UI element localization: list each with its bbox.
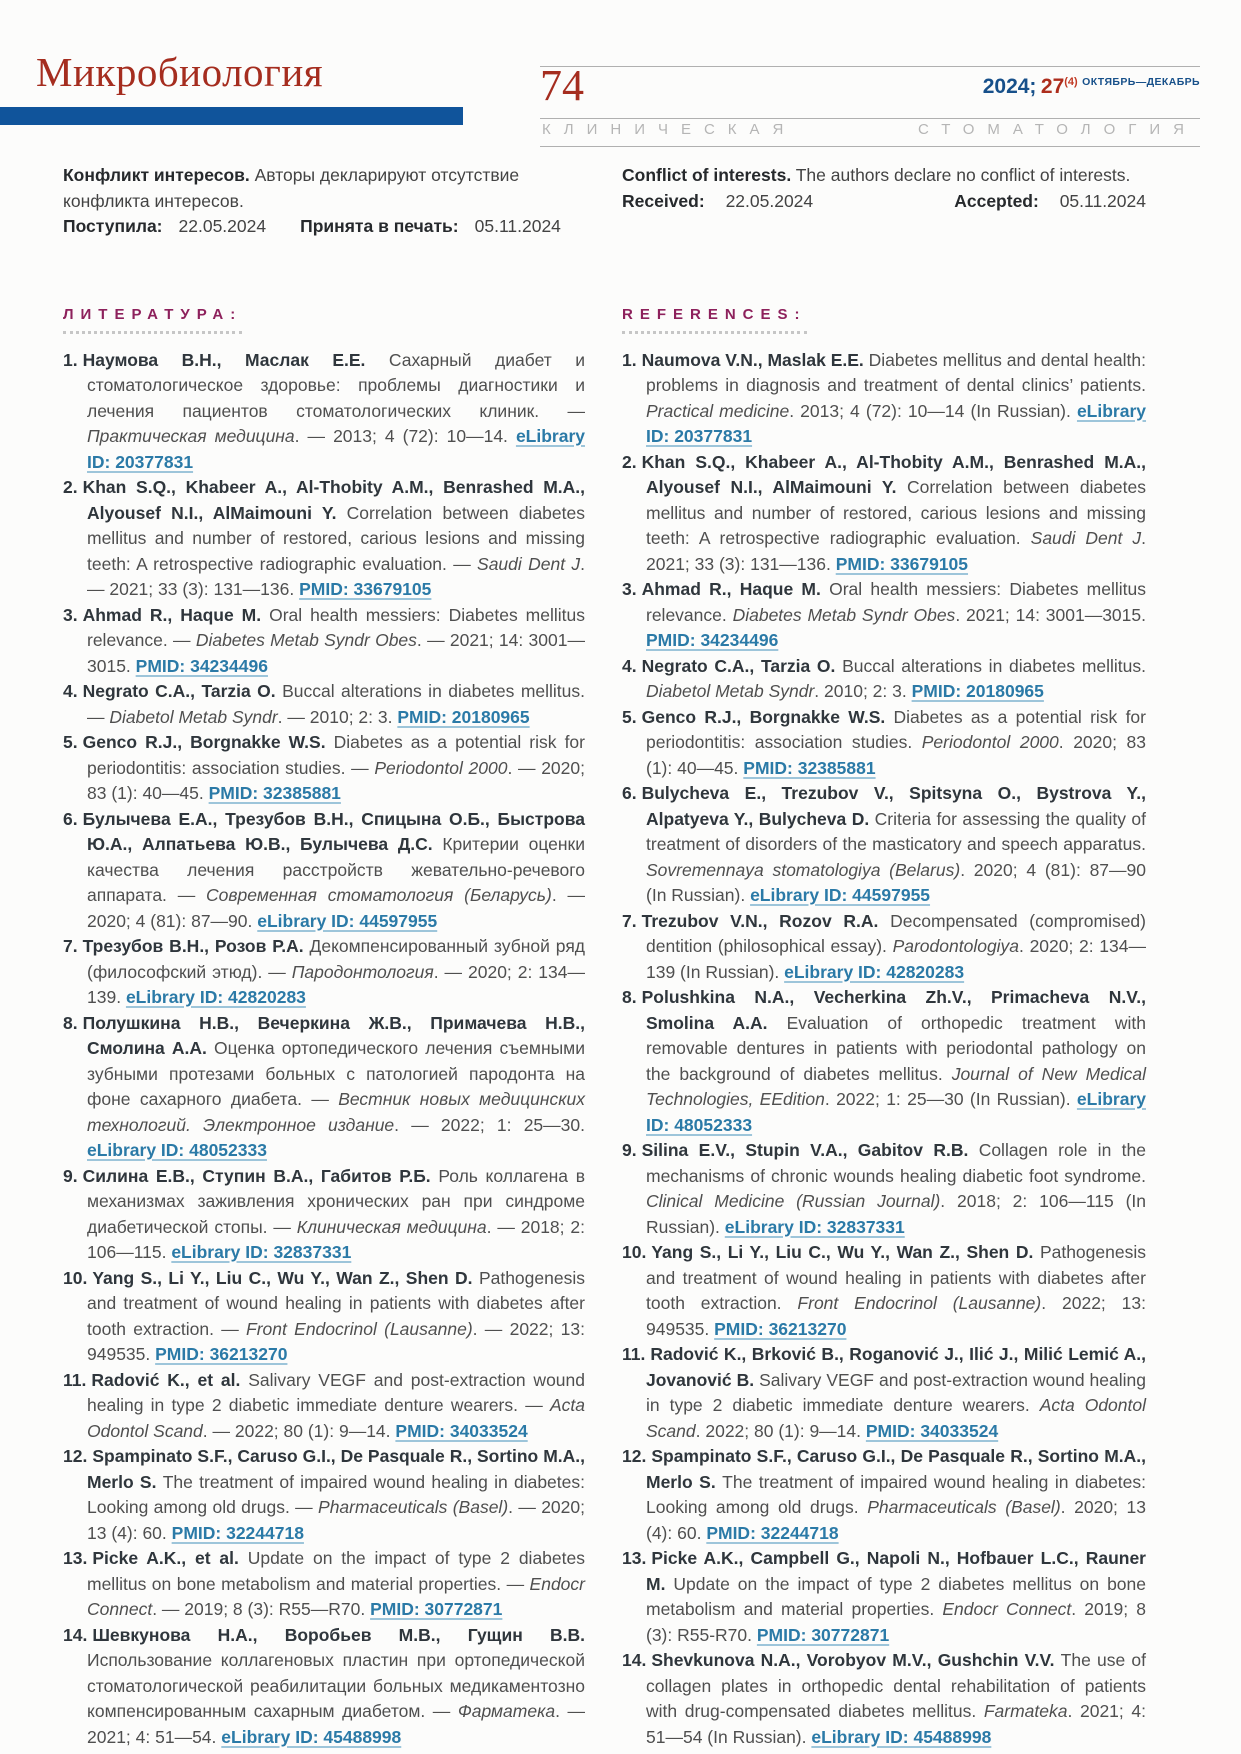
reference-text: Оценка ортопедического лечения съемными зубными протезами больных с патологией пародонта на фоне сахарного диабета. — [87, 1038, 585, 1109]
reference-item [622, 1342, 1146, 1444]
rubric-title: Микробиология [36, 49, 324, 95]
reference-number: 9. [63, 1165, 78, 1186]
reference-text: . 2020; 83 (1): 40—45. [646, 732, 1147, 778]
reference-text: Buccal alterations in diabetes mellitus. — [87, 681, 585, 727]
reference-journal: Saudi Dent J [1030, 528, 1142, 548]
reference-link[interactable]: PMID: 33679105 [835, 553, 969, 574]
reference-text: Update on the impact of type 2 diabetes mellitus on bone metabolism and material properties. — [87, 1548, 585, 1594]
reference-journal: Front Endocrinol (Lausanne) [246, 1318, 473, 1339]
reference-text: Diabetes mellitus and dental health: problems in diagnosis and treatment of dental clinics’ patients. [646, 349, 1146, 395]
references-block [63, 306, 1146, 1750]
reference-authors: Khan S.Q., Khabeer A., Al-Thobity A.M., Benrashed M.A., Alyousef N.I., AlMaimouni Y. [641, 451, 1146, 497]
accepted-date-ru: 05.11.2024 [474, 216, 561, 236]
reference-number: 3. [63, 604, 78, 625]
reference-text: . 2019; 8 (3): R55-R70. [646, 1599, 1146, 1645]
references-ru-column [63, 306, 585, 1750]
reference-text: . — 2020; 13 (4): 60. [87, 1497, 585, 1543]
reference-link[interactable]: eLibrary ID: 45488998 [811, 1726, 992, 1747]
reference-text: Decompensated (compromised) dentition (philosophical essay). [646, 910, 1146, 956]
reference-journal: Front Endocrinol (Lausanne) [797, 1293, 1042, 1313]
reference-number: 10. [622, 1242, 647, 1262]
reference-text: . 2021; 33 (3): 131—136. [646, 528, 1146, 574]
reference-authors: Picke A.K., et al. [92, 1548, 248, 1568]
reference-link[interactable]: PMID: 33679105 [299, 579, 432, 599]
references-ru-list [63, 348, 585, 1751]
reference-journal: Diabetes Metab Syndr Obes [732, 604, 956, 625]
reference-text: Correlation between diabetes mellitus and number of restored, carious lesions and missing teeth: A retrospective radiographic evaluation. [646, 477, 1146, 548]
reference-authors: Spampinato S.F., Caruso G.I., De Pasquale R., Sortino M.A., Merlo S. [646, 1446, 1146, 1492]
issue-year: 2024; [982, 75, 1037, 98]
reference-link[interactable]: PMID: 34234496 [135, 655, 268, 676]
reference-link[interactable]: PMID: 32385881 [743, 757, 876, 778]
reference-text: Декомпенсированный зубной ряд (философский этюд). — [87, 936, 586, 982]
reference-item [63, 1266, 585, 1368]
reference-item [63, 807, 585, 935]
reference-journal: Endocr Connect [87, 1573, 585, 1619]
reference-text: Использование коллагеновых пластин при ортопедической стоматологической реабилитации больных медикаментозно компенсированным сахарным диабетом. — [87, 1650, 585, 1721]
reference-item [622, 1444, 1146, 1546]
reference-link[interactable]: eLibrary ID: 32837331 [724, 1216, 905, 1237]
reference-number: 6. [622, 783, 637, 803]
reference-item [622, 348, 1146, 450]
reference-item [63, 1164, 585, 1266]
reference-link[interactable]: PMID: 20180965 [397, 706, 530, 727]
header-rule-mid [540, 118, 1200, 119]
reference-link[interactable]: eLibrary ID: 20377831 [87, 426, 585, 472]
reference-number: 14. [622, 1650, 647, 1670]
reference-text: . — 2021; 33 (3): 131—136. [87, 553, 585, 599]
conflict-en [622, 163, 1146, 240]
reference-journal: Diabetol Metab Syndr [646, 681, 815, 701]
reference-authors: Khan S.Q., Khabeer A., Al-Thobity A.M., Benrashed M.A., Alyousef N.I., AlMaimouni Y. [82, 477, 585, 523]
conflict-en-label: Conflict of interests. [622, 165, 792, 185]
reference-journal: Acta Odontol Scand [646, 1395, 1146, 1441]
reference-text: Correlation between diabetes mellitus and number of restored, carious lesions and missing teeth: A retrospective radiographic evaluation. — [87, 502, 585, 574]
reference-journal: Клиническая медицина [296, 1216, 487, 1237]
reference-item [63, 1546, 585, 1623]
reference-journal: Clinical Medicine (Russian Journal) [646, 1191, 941, 1211]
journal-name [542, 122, 1197, 137]
reference-text: . 2022; 1: 25—30 (In Russian). [824, 1089, 1077, 1109]
reference-authors: Силина Е.В., Ступин В.А., Габитов Р.Б. [82, 1165, 439, 1186]
reference-item [63, 679, 585, 730]
conflict-en-text: Conflict of interests. The authors declare no conflict of interests. [622, 165, 1131, 185]
reference-journal: Вестник новых медицинских технологий. Электронное издание [87, 1089, 585, 1135]
reference-text: Update on the impact of type 2 diabetes mellitus on bone metabolism and material properties. [646, 1573, 1146, 1619]
reference-number: 11. [622, 1344, 646, 1364]
reference-text: The use of collagen plates in orthopedic dental rehabilitation of patients with drug-compensated diabetes mellitus. [646, 1650, 1146, 1721]
reference-number: 13. [622, 1548, 647, 1568]
reference-item [622, 705, 1146, 782]
reference-journal: Пародонтология [291, 961, 434, 982]
reference-journal: Practical medicine [646, 400, 790, 421]
accepted-label-ru: Принята в печать: [300, 216, 459, 236]
reference-journal: Pharmaceuticals (Basel) [318, 1497, 509, 1517]
reference-item [622, 1240, 1146, 1342]
reference-text: Collagen role in the mechanisms of chronic wounds healing diabetic foot syndrome. [646, 1140, 1146, 1186]
reference-text: . 2020; 4 (81): 87—90 (In Russian). [646, 859, 1146, 905]
reference-text: . — 2021; 14: 3001—3015. [87, 630, 585, 676]
reference-text: . 2020; 2: 134—139 (In Russian). [646, 936, 1146, 982]
reference-link[interactable]: PMID: 34234496 [646, 630, 779, 650]
reference-authors: Bulycheva E., Trezubov V., Spitsyna O., Bystrova Y., Alpatyeva Y., Bulycheva D. [641, 783, 1146, 829]
reference-authors: Negrato C.A., Tarzia O. [82, 681, 283, 701]
reference-authors: Spampinato S.F., Caruso G.I., De Pasquale R., Sortino M.A., Merlo S. [87, 1446, 585, 1492]
reference-number: 8. [622, 987, 637, 1007]
reference-text: . — 2021; 4: 51—54. [87, 1701, 585, 1747]
reference-item [622, 1138, 1146, 1240]
reference-text: . 2021; 4: 51—54 (In Russian). [646, 1701, 1146, 1747]
reference-link[interactable]: PMID: 34033524 [395, 1420, 528, 1441]
reference-text: . — 2020; 2: 134—139. [87, 961, 585, 1007]
reference-item [63, 730, 585, 807]
reference-text: . 2022; 13: 949535. [646, 1293, 1146, 1339]
received-label-ru: Поступила: [63, 216, 163, 236]
reference-item [63, 603, 585, 680]
reference-journal: Diabetes Metab Syndr Obes [195, 630, 417, 650]
reference-number: 7. [622, 910, 637, 931]
reference-link[interactable]: eLibrary ID: 45488998 [221, 1726, 402, 1747]
reference-item [622, 1546, 1146, 1648]
reference-link[interactable]: eLibrary ID: 20377831 [646, 400, 1147, 446]
reference-number: 4. [622, 655, 637, 676]
reference-link[interactable]: eLibrary ID: 42820283 [784, 961, 965, 982]
rubric-bar [0, 107, 463, 125]
reference-authors: Трезубов В.Н., Розов Р.А. [82, 936, 310, 956]
reference-number: 5. [622, 706, 637, 727]
reference-link[interactable]: eLibrary ID: 44597955 [257, 910, 438, 931]
conflict-of-interest-block [63, 163, 1146, 240]
reference-number: 14. [63, 1624, 88, 1645]
references-ru-heading: ЛИТЕРАТУРА: [63, 307, 242, 334]
reference-number: 4. [63, 681, 78, 701]
reference-text: . 2022; 80 (1): 9—14. [695, 1420, 866, 1441]
reference-authors: Наумова В.Н., Маслак Е.Е. [82, 349, 389, 370]
reference-link[interactable]: eLibrary ID: 44597955 [750, 885, 931, 905]
reference-authors: Полушкина Н.В., Вечеркина Ж.В., Примачева Н.В., Смолина А.А. [82, 1012, 585, 1058]
conflict-ru-label: Конфликт интересов. [63, 165, 250, 185]
reference-number: 8. [63, 1012, 78, 1033]
reference-number: 11. [63, 1369, 87, 1390]
conflict-ru [63, 163, 585, 240]
reference-number: 6. [63, 808, 78, 829]
reference-text: Критерии оценки качества лечения расстройств жевательно-речевого аппарата. — [87, 834, 585, 905]
reference-number: 9. [622, 1140, 637, 1160]
reference-link[interactable]: eLibrary ID: 48052333 [87, 1140, 267, 1160]
dates-en [622, 189, 1146, 215]
reference-link[interactable]: PMID: 32244718 [171, 1522, 304, 1543]
reference-authors: Negrato C.A., Tarzia O. [641, 655, 843, 676]
reference-text: . 2018; 2: 106—115 (In Russian). [646, 1191, 1146, 1237]
reference-text: Salivary VEGF and post-extraction wound healing in type 2 diabetic immediate denture wearers. [646, 1369, 1146, 1415]
reference-link[interactable]: eLibrary ID: 48052333 [646, 1089, 1146, 1135]
reference-text: . — 2010; 2: 3. [277, 706, 398, 727]
reference-journal: Современная стоматология (Беларусь) [206, 885, 552, 905]
reference-authors: Genco R.J., Borgnakke W.S. [641, 706, 894, 727]
reference-link[interactable]: PMID: 36213270 [155, 1344, 288, 1364]
reference-item [622, 577, 1146, 654]
reference-authors: Булычева Е.А., Трезубов В.Н., Спицына О.Б., Быстрова Ю.А., Алпатьева Ю.В., Булычева Д.С. [82, 808, 585, 854]
reference-number: 10. [63, 1267, 88, 1288]
reference-authors: Shevkunova N.A., Vorobyov M.V., Gushchin V.V. [651, 1650, 1061, 1670]
conflict-ru-text: Конфликт интересов. Авторы декларируют отсутствие конфликта интересов. [63, 165, 520, 211]
reference-number: 1. [63, 349, 78, 370]
reference-text: Oral health messiers: Diabetes mellitus relevance. — [87, 604, 586, 650]
received-date-en: 22.05.2024 [725, 190, 814, 211]
journal-name-word-1: КЛИНИЧЕСКАЯ [542, 121, 797, 138]
reference-item [622, 781, 1146, 909]
reference-number: 7. [63, 936, 78, 956]
page-number: 74 [540, 61, 584, 110]
reference-journal: Pharmaceuticals (Basel) [867, 1497, 1061, 1517]
reference-link[interactable]: PMID: 20180965 [911, 681, 1044, 701]
reference-journal: Farmateka [983, 1701, 1068, 1721]
reference-link[interactable]: PMID: 32244718 [706, 1522, 839, 1543]
reference-text: . — 2018; 2: 106—115. [87, 1216, 585, 1262]
reference-number: 12. [63, 1446, 88, 1466]
reference-item [622, 450, 1146, 578]
reference-journal: Практическая медицина [87, 426, 295, 446]
reference-authors: Genco R.J., Borgnakke W.S. [82, 732, 334, 752]
reference-journal: Periodontol 2000 [921, 732, 1059, 752]
reference-text: Роль коллагена в механизмах заживления хронических ран при синдроме диабетической стопы. — [87, 1165, 585, 1237]
reference-number: 12. [622, 1446, 647, 1466]
reference-authors: Radović K., et al. [91, 1369, 249, 1390]
reference-text: . 2020; 13 (4): 60. [646, 1497, 1146, 1543]
reference-link[interactable]: PMID: 30772871 [756, 1624, 890, 1645]
reference-text: . 2013; 4 (72): 10—14 (In Russian). [789, 400, 1077, 421]
reference-authors: Trezubov V.N., Rozov R.A. [641, 910, 891, 931]
dates-ru [63, 214, 585, 240]
reference-number: 3. [622, 579, 637, 599]
reference-text: Salivary VEGF and post-extraction wound healing in type 2 diabetic immediate denture wearers. — [87, 1369, 585, 1415]
reference-link[interactable]: PMID: 30772871 [370, 1599, 503, 1619]
reference-journal: Journal of New Medical Technologies, EEdition [646, 1063, 1146, 1109]
reference-journal: Sovremennaya stomatologiya (Belarus) [646, 859, 961, 880]
reference-authors: Yang S., Li Y., Liu C., Wu Y., Wan Z., Shen D. [92, 1267, 479, 1288]
reference-authors: Ahmad R., Haque M. [641, 579, 830, 599]
references-en-column [622, 306, 1146, 1750]
reference-journal: Periodontol 2000 [374, 757, 508, 778]
reference-number: 13. [63, 1548, 88, 1568]
reference-journal: Acta Odontol Scand [87, 1395, 585, 1441]
reference-journal: Фарматека [457, 1701, 556, 1721]
reference-authors: Radović K., Brković B., Roganović J., Ilić J., Milić Lemić A., Jovanović B. [646, 1344, 1146, 1390]
reference-text: . — 2013; 4 (72): 10—14. [294, 426, 516, 446]
issue-info [983, 72, 1200, 99]
reference-item [622, 985, 1146, 1138]
reference-number: 2. [63, 477, 78, 497]
reference-text: Criteria for assessing the quality of treatment of disorders of the masticatory and speech apparatus. [646, 808, 1146, 854]
reference-text: Diabetes as a potential risk for periodontitis: association studies. — [87, 732, 585, 778]
reference-authors: Шевкунова Н.А., Воробьев М.В., Гущин В.В. [92, 1624, 585, 1645]
reference-authors: Naumova V.N., Maslak E.E. [641, 349, 869, 370]
reference-item [63, 1623, 585, 1751]
reference-text: Diabetes as a potential risk for periodontitis: association studies. [646, 706, 1146, 752]
reference-authors: Silina E.V., Stupin V.A., Gabitov R.B. [641, 1140, 979, 1160]
reference-item [622, 1648, 1146, 1750]
reference-item [63, 475, 585, 603]
reference-link[interactable]: PMID: 34033524 [865, 1420, 999, 1441]
reference-text: Pathogenesis and treatment of wound healing in patients with diabetes after tooth extraction. [646, 1242, 1146, 1313]
reference-text: . — 2020; 83 (1): 40—45. [87, 757, 585, 803]
issue-number: (4) [1064, 76, 1078, 88]
reference-text: Evaluation of orthopedic treatment with removable dentures in patients with periodontal pathology on the background of diabetes mellitus. [646, 1012, 1146, 1084]
reference-text: Oral health messiers: Diabetes mellitus relevance. [646, 579, 1147, 625]
reference-text: . 2021; 14: 3001—3015. [955, 604, 1146, 625]
reference-journal: Diabetol Metab Syndr [109, 706, 278, 727]
issue-months: ОКТЯБРЬ—ДЕКАБРЬ [1082, 76, 1200, 88]
reference-text: The treatment of impaired wound healing in diabetes: Looking among old drugs. [646, 1471, 1146, 1517]
reference-text: . — 2020; 4 (81): 87—90. [87, 885, 585, 931]
reference-item [622, 654, 1146, 705]
reference-journal: Parodontologiya [892, 936, 1020, 956]
references-en-list [622, 348, 1146, 1751]
header-rule-top [540, 66, 1200, 67]
reference-link[interactable]: PMID: 36213270 [714, 1318, 847, 1339]
reference-item [63, 1368, 585, 1445]
reference-text: The treatment of impaired wound healing in diabetes: Looking among old drugs. — [87, 1471, 585, 1517]
reference-number: 5. [63, 732, 78, 752]
received-date-ru: 22.05.2024 [178, 216, 267, 236]
reference-link[interactable]: eLibrary ID: 42820283 [125, 987, 306, 1007]
reference-item [63, 1444, 585, 1546]
reference-item [63, 348, 585, 476]
reference-authors: Ahmad R., Haque M. [82, 604, 270, 625]
issue-volume: 27 [1040, 75, 1065, 98]
header-rule-bottom [540, 146, 1200, 147]
reference-text: . — 2022; 13: 949535. [87, 1318, 585, 1364]
reference-journal: Endocr Connect [942, 1599, 1072, 1619]
reference-authors: Polushkina N.A., Vecherkina Zh.V., Primacheva N.V., Smolina A.A. [641, 987, 1146, 1033]
reference-item [622, 909, 1146, 986]
references-en-heading: REFERENCES: [622, 307, 807, 334]
accepted-date-en: 05.11.2024 [1059, 190, 1146, 211]
reference-text: . 2010; 2: 3. [814, 681, 912, 701]
reference-number: 2. [622, 451, 637, 472]
reference-text: Buccal alterations in diabetes mellitus. [842, 655, 1146, 676]
reference-link[interactable]: PMID: 32385881 [208, 783, 341, 803]
received-label-en: Received: [622, 190, 705, 211]
accepted-label-en: Accepted: [954, 190, 1039, 211]
reference-authors: Yang S., Li Y., Liu C., Wu Y., Wan Z., Shen D. [651, 1242, 1040, 1262]
reference-text: . — 2022; 80 (1): 9—14. [202, 1420, 396, 1441]
reference-link[interactable]: eLibrary ID: 32837331 [171, 1242, 352, 1262]
reference-item [63, 934, 585, 1011]
reference-journal: Saudi Dent J [477, 553, 581, 574]
reference-text: . — 2022; 1: 25—30. [394, 1114, 585, 1135]
reference-text: . — 2019; 8 (3): R55—R70. [152, 1599, 371, 1619]
reference-text: Сахарный диабет и стоматологическое здоровье: проблемы диагностики и лечения пациентов стоматологических клиник. — [87, 349, 585, 421]
reference-number: 1. [622, 349, 637, 370]
reference-text: Pathogenesis and treatment of wound healing in patients with diabetes after tooth extraction. — [87, 1267, 585, 1339]
journal-name-word-2: СТОМАТОЛОГИЯ [917, 121, 1197, 138]
reference-item [63, 1011, 585, 1164]
reference-authors: Picke A.K., Campbell G., Napoli N., Hofbauer L.C., Rauner M. [646, 1548, 1146, 1594]
